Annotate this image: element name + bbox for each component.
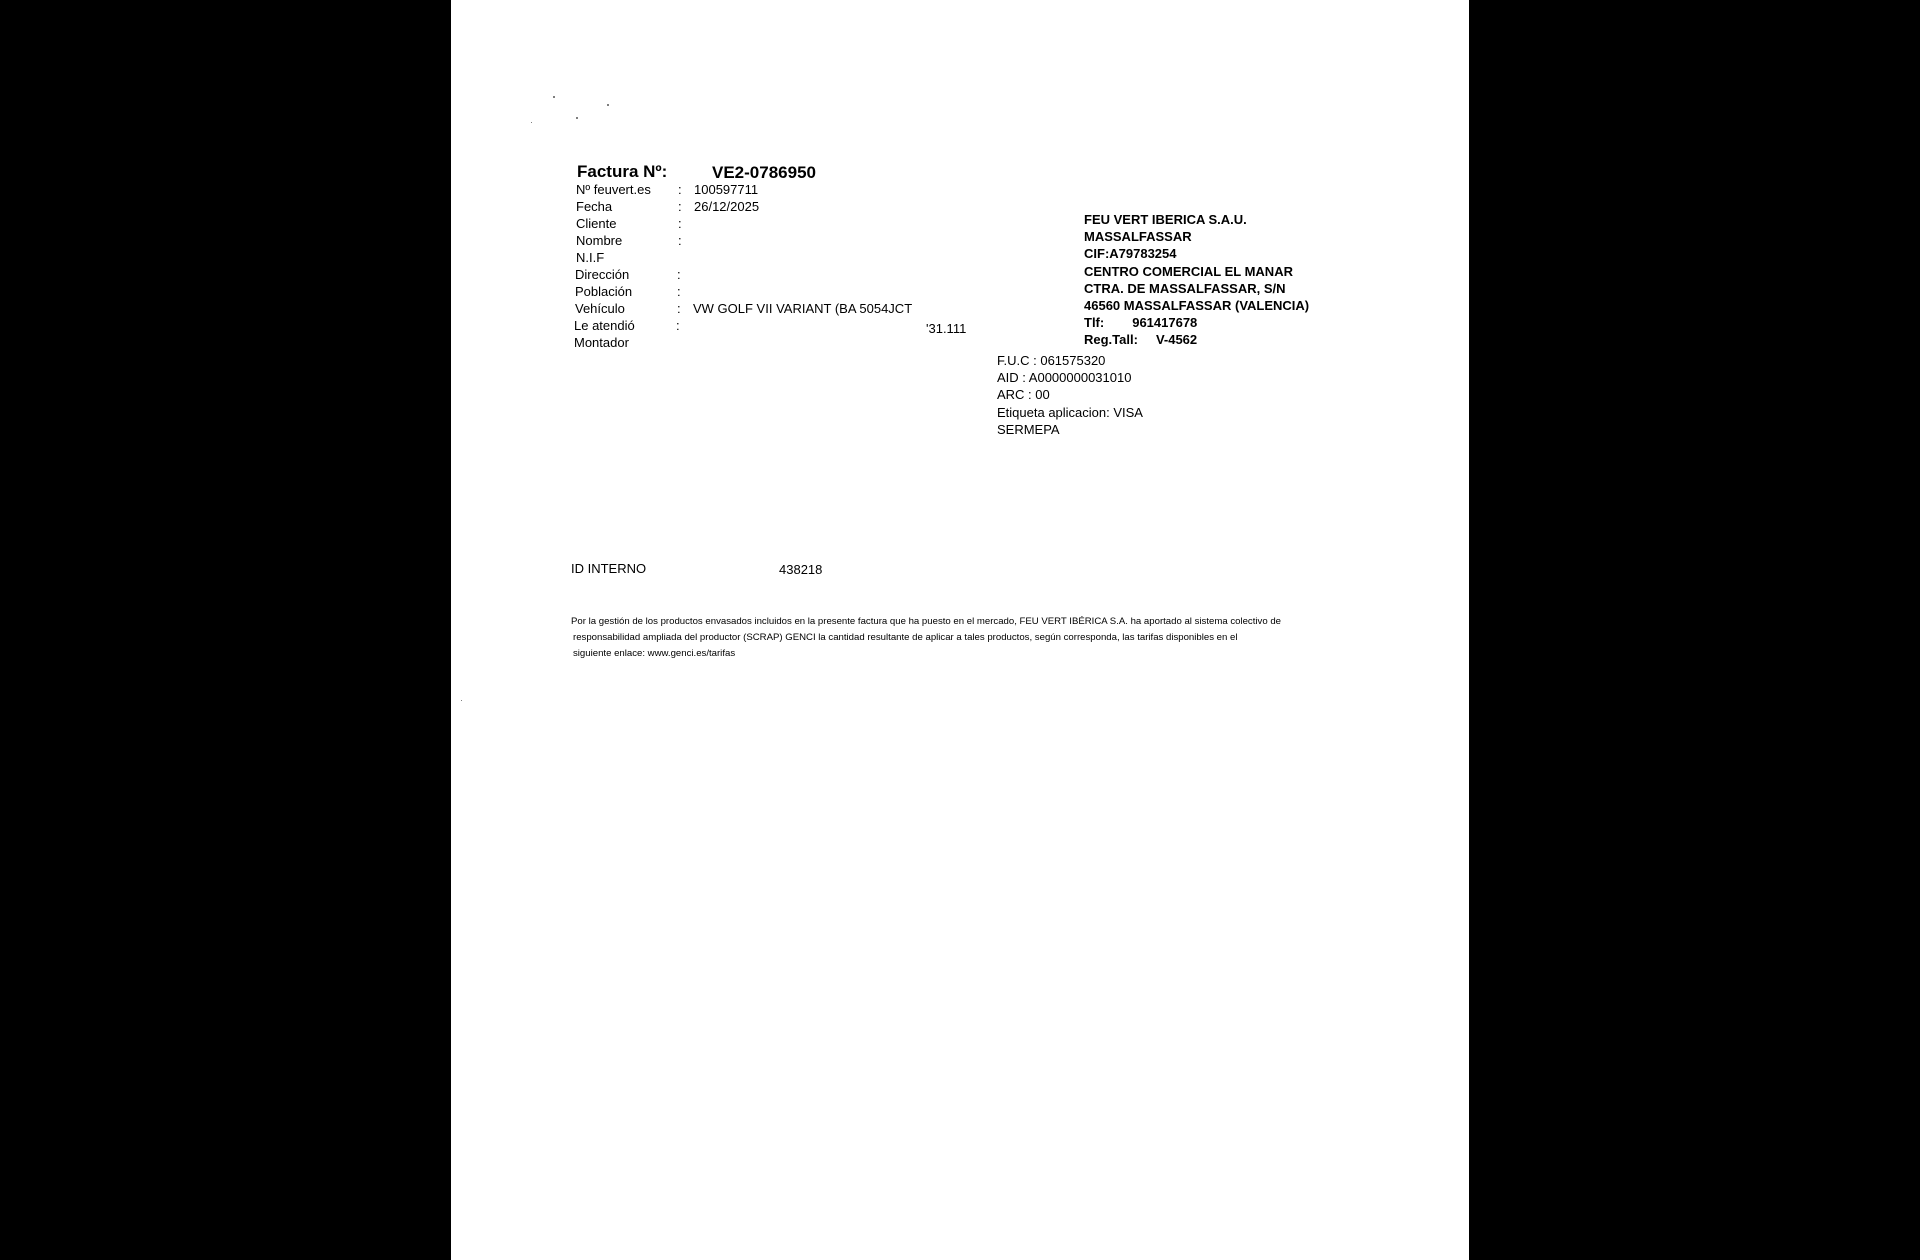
field-colon: : [677, 284, 681, 299]
field-value: 100597711 [694, 182, 759, 197]
field-label: Dirección [575, 267, 630, 282]
field-colon: : [678, 233, 682, 248]
field-value: 26/12/2025 [694, 199, 760, 214]
invoice-page [451, 0, 1469, 1260]
phone-label: Tlf: [1084, 315, 1105, 331]
field-colon: : [677, 267, 681, 282]
scan-speck [576, 117, 578, 119]
client-field-row [576, 233, 976, 250]
scan-speck [531, 122, 532, 123]
footnote [571, 614, 1281, 661]
company-location: MASSALFASSAR [1084, 229, 1192, 245]
vehicle-value: VW GOLF VII VARIANT (BA 5054JCT [693, 301, 913, 316]
field-colon: : [676, 318, 680, 333]
footnote-line: Por la gestión de los productos envasados incluidos en la presente factura que ha puesto en el mercado, FEU VERT IBÉRICA S.A. ha aportado al sistema colectivo de [571, 616, 1281, 627]
field-colon: : [678, 216, 682, 231]
client-field-row [576, 182, 976, 199]
payment-processor: SERMEPA [997, 421, 1060, 437]
attended-extra: '31.111 [926, 321, 967, 336]
field-label: Cliente [576, 216, 617, 231]
phone-number: 961417678 [1132, 315, 1198, 331]
company-city: 46560 MASSALFASSAR (VALENCIA) [1084, 298, 1310, 314]
company-cif: CIF:A79783254 [1084, 246, 1177, 262]
company-name: FEU VERT IBERICA S.A.U. [1084, 212, 1247, 227]
client-field-row [574, 318, 974, 335]
invoice-number-label: Factura Nº: [577, 162, 668, 181]
payment-app-label: Etiqueta aplicacion: VISA [997, 404, 1143, 420]
reg-label: Reg.Tall: [1084, 332, 1138, 348]
reg-number: V-4562 [1155, 332, 1198, 348]
invoice-number: VE2-0786950 [712, 163, 816, 182]
internal-id-label: ID INTERNO [571, 561, 647, 576]
scan-speck [461, 700, 462, 701]
field-label: Población [575, 284, 633, 299]
payment-aid: AID : A0000000031010 [997, 370, 1132, 386]
field-label: Le atendió [574, 318, 635, 333]
client-field-row [575, 267, 975, 284]
payment-fuc: F.U.C : 061575320 [997, 353, 1106, 368]
payment-arc: ARC : 00 [997, 387, 1050, 403]
field-colon: : [677, 301, 681, 316]
company-block [1084, 211, 1309, 349]
footnote-line: siguiente enlace: www.genci.es/tarifas [573, 647, 736, 659]
client-field-row [575, 301, 995, 318]
field-label: Fecha [576, 199, 613, 214]
field-label: Nombre [576, 233, 623, 248]
field-label: Montador [574, 335, 629, 350]
field-colon: : [678, 182, 682, 197]
scan-speck [607, 104, 609, 106]
field-colon: : [678, 199, 682, 214]
company-reg-row [1084, 331, 1309, 348]
field-label: Nº feuvert.es [576, 182, 651, 197]
company-center: CENTRO COMERCIAL EL MANAR [1084, 263, 1293, 279]
client-field-row [576, 216, 976, 233]
client-field-row [575, 284, 975, 301]
payment-block [997, 352, 1143, 438]
company-street: CTRA. DE MASSALFASSAR, S/N [1084, 280, 1286, 296]
company-phone-row [1084, 314, 1309, 331]
scan-speck [553, 96, 555, 98]
client-field-row [576, 199, 976, 216]
field-label: N.I.F [576, 250, 605, 265]
client-field-row [574, 335, 974, 352]
client-field-row [576, 250, 976, 267]
internal-id-value: 438218 [779, 562, 823, 577]
footnote-line: responsabilidad ampliada del productor (SCRAP) GENCI la cantidad resultante de aplicar a tales productos, según corresponda, las tarifas disponibles en el [573, 631, 1238, 643]
field-label: Vehículo [575, 301, 625, 316]
